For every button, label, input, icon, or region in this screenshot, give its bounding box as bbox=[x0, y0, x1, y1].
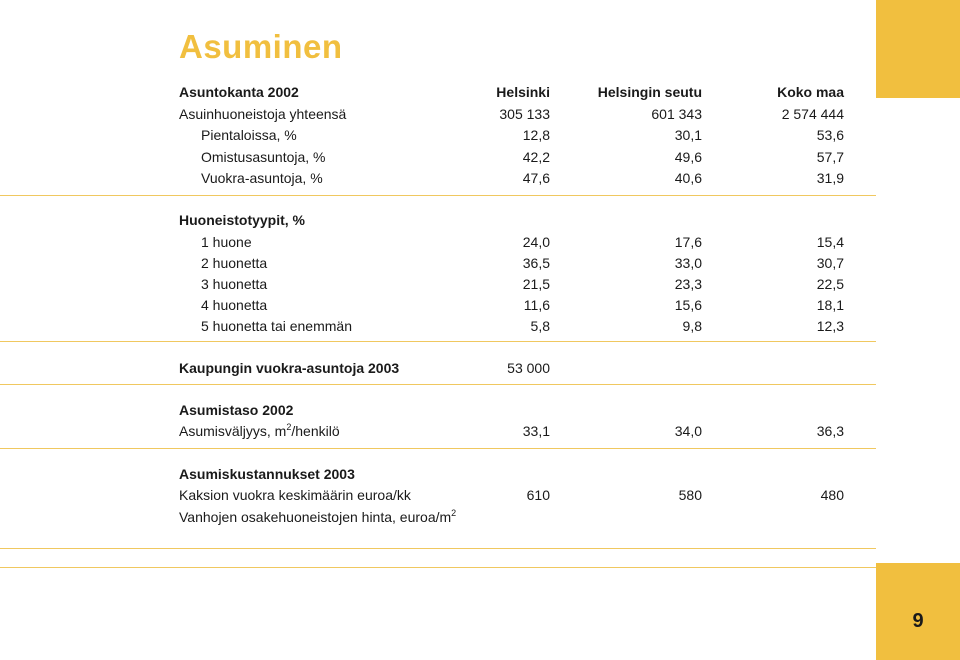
cell-helsinki: 21,5 bbox=[522, 276, 550, 292]
header-col-koko-maa: Koko maa bbox=[777, 84, 844, 100]
divider bbox=[0, 448, 876, 449]
header-label: Asuntokanta 2002 bbox=[179, 84, 299, 100]
section-heading bbox=[0, 210, 876, 230]
table-row bbox=[0, 316, 876, 336]
price-label-prefix: Vanhojen osakehuoneistojen hinta, euroa/m bbox=[179, 509, 452, 525]
cell-helsinki: 53 000 bbox=[507, 360, 550, 376]
table-row bbox=[0, 507, 876, 527]
cell-helsinki: 42,2 bbox=[522, 149, 550, 165]
table-row bbox=[0, 274, 876, 294]
types-heading: Huoneistotyypit, % bbox=[179, 212, 306, 228]
cell-seutu: 9,8 bbox=[682, 318, 702, 334]
row-label: 5 huonetta tai enemmän bbox=[201, 318, 352, 334]
cell-seutu: 601 343 bbox=[651, 106, 702, 122]
table-row bbox=[0, 168, 876, 188]
cell-koko-maa: 18,1 bbox=[816, 297, 844, 313]
row-label: 3 huonetta bbox=[201, 276, 268, 292]
cell-seutu: 23,3 bbox=[674, 276, 702, 292]
header-col-helsinki: Helsinki bbox=[496, 84, 550, 100]
row-label: Asuinhuoneistoja yhteensä bbox=[179, 106, 347, 122]
table-row bbox=[0, 358, 876, 378]
page-number: 9 bbox=[912, 610, 924, 632]
level-heading: Asumistaso 2002 bbox=[179, 402, 294, 418]
cell-seutu: 15,6 bbox=[674, 297, 702, 313]
cell-helsinki: 12,8 bbox=[522, 127, 550, 143]
cell-helsinki: 24,0 bbox=[522, 234, 550, 250]
divider bbox=[0, 548, 876, 549]
table-row bbox=[0, 485, 876, 505]
row-label bbox=[179, 421, 340, 441]
row-label bbox=[179, 507, 456, 527]
row-label: Vuokra-asuntoja, % bbox=[201, 170, 323, 186]
cell-koko-maa: 31,9 bbox=[816, 170, 844, 186]
divider bbox=[0, 384, 876, 385]
cell-koko-maa: 36,3 bbox=[816, 423, 844, 439]
corner-accent-top bbox=[876, 0, 960, 98]
divider bbox=[0, 341, 876, 342]
section-heading bbox=[0, 464, 876, 484]
section-heading bbox=[0, 400, 876, 420]
table-row bbox=[0, 421, 876, 441]
cell-koko-maa: 22,5 bbox=[816, 276, 844, 292]
cell-seutu: 30,1 bbox=[674, 127, 702, 143]
table-row bbox=[0, 295, 876, 315]
cell-seutu: 33,0 bbox=[674, 255, 702, 271]
table-row bbox=[0, 147, 876, 167]
costs-heading: Asumiskustannukset 2003 bbox=[179, 466, 355, 482]
cell-koko-maa: 53,6 bbox=[816, 127, 844, 143]
cell-helsinki: 33,1 bbox=[522, 423, 550, 439]
cell-koko-maa: 57,7 bbox=[816, 149, 844, 165]
row-label: Omistusasuntoja, % bbox=[201, 149, 326, 165]
cell-seutu: 580 bbox=[678, 487, 702, 503]
rental-label: Kaupungin vuokra-asuntoja 2003 bbox=[179, 360, 400, 376]
cell-koko-maa: 15,4 bbox=[816, 234, 844, 250]
cell-helsinki: 610 bbox=[526, 487, 550, 503]
cell-koko-maa: 12,3 bbox=[816, 318, 844, 334]
divider bbox=[0, 567, 876, 568]
row-label: 1 huone bbox=[201, 234, 252, 250]
table-row bbox=[0, 104, 876, 124]
cell-helsinki: 11,6 bbox=[523, 297, 550, 313]
row-label: Pientaloissa, % bbox=[201, 127, 297, 143]
cell-helsinki: 36,5 bbox=[522, 255, 550, 271]
level-label-suffix: /henkilö bbox=[291, 423, 340, 439]
row-label: Kaksion vuokra keskimäärin euroa/kk bbox=[179, 487, 411, 503]
cell-koko-maa: 30,7 bbox=[816, 255, 844, 271]
price-label-sup: 2 bbox=[451, 508, 457, 518]
cell-koko-maa: 480 bbox=[820, 487, 844, 503]
cell-seutu: 49,6 bbox=[674, 149, 702, 165]
cell-helsinki: 5,8 bbox=[530, 318, 550, 334]
cell-helsinki: 47,6 bbox=[522, 170, 550, 186]
cell-seutu: 17,6 bbox=[674, 234, 702, 250]
header-col-seutu: Helsingin seutu bbox=[597, 84, 702, 100]
cell-seutu: 40,6 bbox=[674, 170, 702, 186]
row-label: 4 huonetta bbox=[201, 297, 268, 313]
table-header bbox=[0, 82, 876, 102]
table-row bbox=[0, 125, 876, 145]
cell-seutu: 34,0 bbox=[674, 423, 702, 439]
level-label-prefix: Asumisväljyys, m bbox=[179, 423, 287, 439]
table-row bbox=[0, 232, 876, 252]
divider bbox=[0, 195, 876, 196]
cell-helsinki: 305 133 bbox=[499, 106, 550, 122]
row-label: 2 huonetta bbox=[201, 255, 268, 271]
table-row bbox=[0, 253, 876, 273]
cell-koko-maa: 2 574 444 bbox=[781, 106, 844, 122]
level-label-sup: 2 bbox=[286, 422, 292, 432]
page-title: Asuminen bbox=[179, 28, 343, 65]
